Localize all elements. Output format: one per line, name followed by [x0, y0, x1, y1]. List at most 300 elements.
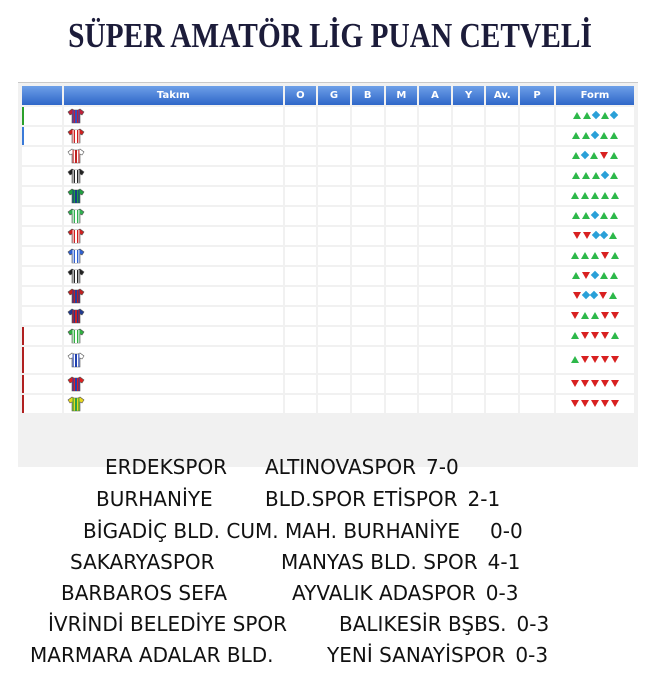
- result-line: [0, 612, 660, 640]
- form-win-icon: [582, 212, 590, 219]
- form-win-icon: [571, 332, 579, 339]
- lost-cell: [386, 375, 418, 393]
- form-loss-icon: [591, 400, 599, 407]
- goals-against-cell: [453, 187, 485, 205]
- form-win-icon: [590, 152, 598, 159]
- played-cell: [285, 307, 317, 325]
- played-cell: [285, 347, 317, 373]
- goals-for-cell: [419, 327, 451, 345]
- won-cell: [318, 307, 350, 325]
- table-row[interactable]: [22, 227, 634, 245]
- table-row[interactable]: [22, 347, 634, 373]
- lost-cell: [386, 287, 418, 305]
- form-loss-icon: [611, 312, 619, 319]
- goals-against-cell: [453, 287, 485, 305]
- table-row[interactable]: [22, 327, 634, 345]
- played-cell: [285, 327, 317, 345]
- lost-cell: [386, 127, 418, 145]
- form-draw-icon: [591, 271, 599, 279]
- played-cell: [285, 227, 317, 245]
- won-cell: [318, 147, 350, 165]
- form-win-icon: [592, 172, 600, 179]
- form-win-icon: [591, 192, 599, 199]
- form-loss-icon: [591, 380, 599, 387]
- form-win-icon: [601, 112, 609, 119]
- form-win-icon: [571, 192, 579, 199]
- away-team: BALIKESİR BŞBS.: [339, 612, 507, 636]
- goal-diff-cell: [486, 287, 518, 305]
- team-cell: [64, 307, 282, 325]
- rank-cell: [22, 167, 62, 185]
- lost-cell: [386, 347, 418, 373]
- drawn-cell: [352, 307, 384, 325]
- played-cell: [285, 127, 317, 145]
- team-kit-icon: [67, 148, 85, 164]
- goals-for-cell: [419, 187, 451, 205]
- rank-cell: [22, 307, 62, 325]
- away-team: AYVALIK ADASPOR: [292, 581, 476, 605]
- played-cell: [285, 187, 317, 205]
- form-cell: [556, 307, 634, 325]
- form-cell: [556, 127, 634, 145]
- team-kit-icon: [67, 352, 85, 368]
- form-win-icon: [611, 332, 619, 339]
- drawn-cell: [352, 267, 384, 285]
- form-cell: [556, 347, 634, 373]
- team-kit-icon: [67, 208, 85, 224]
- won-cell: [318, 247, 350, 265]
- played-cell: [285, 287, 317, 305]
- lost-cell: [386, 187, 418, 205]
- away-team-score: [281, 550, 520, 574]
- points-cell: [520, 227, 554, 245]
- played-cell: [285, 247, 317, 265]
- team-cell: [64, 207, 282, 225]
- points-cell: [520, 307, 554, 325]
- form-win-icon: [600, 272, 608, 279]
- table-row[interactable]: [22, 247, 634, 265]
- goals-for-cell: [419, 147, 451, 165]
- score: 4-1: [487, 550, 521, 574]
- standings-table: [20, 84, 636, 415]
- rank-cell: [22, 147, 62, 165]
- form-win-icon: [591, 312, 599, 319]
- form-draw-icon: [600, 231, 608, 239]
- lost-cell: [386, 227, 418, 245]
- form-draw-icon: [610, 111, 618, 119]
- won-cell: [318, 287, 350, 305]
- goal-diff-cell: [486, 167, 518, 185]
- points-cell: [520, 167, 554, 185]
- goals-for-cell: [419, 267, 451, 285]
- column-header[interactable]: Y: [453, 86, 485, 105]
- drawn-cell: [352, 227, 384, 245]
- points-cell: [520, 127, 554, 145]
- form-win-icon: [581, 312, 589, 319]
- goals-against-cell: [453, 147, 485, 165]
- drawn-cell: [352, 167, 384, 185]
- score: 2-1: [467, 487, 501, 511]
- form-cell: [556, 227, 634, 245]
- form-cell: [556, 287, 634, 305]
- form-loss-icon: [611, 400, 619, 407]
- form-cell: [556, 147, 634, 165]
- goals-against-cell: [453, 167, 485, 185]
- won-cell: [318, 347, 350, 373]
- form-win-icon: [610, 212, 618, 219]
- form-cell: [556, 167, 634, 185]
- won-cell: [318, 187, 350, 205]
- team-cell: [64, 247, 282, 265]
- form-cell: [556, 107, 634, 125]
- won-cell: [318, 327, 350, 345]
- form-draw-icon: [592, 111, 600, 119]
- result-line: [0, 643, 660, 671]
- form-draw-icon: [581, 151, 589, 159]
- score: 0-0: [490, 519, 523, 543]
- form-win-icon: [572, 272, 580, 279]
- team-cell: [64, 375, 282, 393]
- form-loss-icon: [581, 332, 589, 339]
- rank-cell: [22, 227, 62, 245]
- goals-for-cell: [419, 375, 451, 393]
- rank-cell: [22, 347, 62, 373]
- won-cell: [318, 395, 350, 413]
- home-team: İVRİNDİ BELEDİYE SPOR: [48, 612, 288, 636]
- form-draw-icon: [591, 131, 599, 139]
- column-header[interactable]: M: [386, 86, 418, 105]
- form-loss-icon: [581, 400, 589, 407]
- form-win-icon: [572, 152, 580, 159]
- form-loss-icon: [571, 380, 579, 387]
- won-cell: [318, 227, 350, 245]
- team-kit-icon: [67, 248, 85, 264]
- rank-cell: [22, 247, 62, 265]
- table-row[interactable]: [22, 375, 634, 393]
- points-cell: [520, 147, 554, 165]
- form-cell: [556, 267, 634, 285]
- column-header[interactable]: G: [318, 86, 350, 105]
- form-cell: [556, 187, 634, 205]
- lost-cell: [386, 395, 418, 413]
- drawn-cell: [352, 127, 384, 145]
- form-loss-icon: [571, 312, 579, 319]
- played-cell: [285, 167, 317, 185]
- points-cell: [520, 207, 554, 225]
- home-team: ERDEKSPOR: [105, 455, 228, 479]
- form-loss-icon: [601, 332, 609, 339]
- team-kit-icon: [67, 188, 85, 204]
- goals-against-cell: [453, 375, 485, 393]
- won-cell: [318, 207, 350, 225]
- goals-for-cell: [419, 227, 451, 245]
- rank-cell: [22, 327, 62, 345]
- team-cell: [64, 147, 282, 165]
- lost-cell: [386, 327, 418, 345]
- result-line: [0, 519, 660, 547]
- team-kit-icon: [67, 288, 85, 304]
- form-draw-icon: [590, 291, 598, 299]
- points-cell: [520, 327, 554, 345]
- rank-cell: [22, 187, 62, 205]
- column-header[interactable]: B: [352, 86, 384, 105]
- table-row[interactable]: [22, 267, 634, 285]
- team-cell: [64, 167, 282, 185]
- team-kit-icon: [67, 396, 85, 412]
- points-cell: [520, 287, 554, 305]
- column-header[interactable]: Takım: [64, 86, 282, 105]
- won-cell: [318, 107, 350, 125]
- table-row[interactable]: [22, 207, 634, 225]
- result-line: [0, 455, 660, 483]
- form-win-icon: [573, 112, 581, 119]
- form-loss-icon: [601, 400, 609, 407]
- form-loss-icon: [581, 380, 589, 387]
- table-row[interactable]: [22, 287, 634, 305]
- goal-diff-cell: [486, 227, 518, 245]
- goals-for-cell: [419, 127, 451, 145]
- goal-diff-cell: [486, 107, 518, 125]
- team-cell: [64, 127, 282, 145]
- team-kit-icon: [67, 228, 85, 244]
- form-win-icon: [610, 152, 618, 159]
- standings-header-row: [22, 86, 634, 105]
- home-team: BARBAROS SEFA: [61, 581, 228, 605]
- goals-against-cell: [453, 267, 485, 285]
- goals-for-cell: [419, 107, 451, 125]
- table-row[interactable]: [22, 107, 634, 125]
- home-team: SAKARYASPOR: [70, 550, 215, 574]
- form-win-icon: [572, 172, 580, 179]
- form-win-icon: [582, 132, 590, 139]
- away-team-score: [292, 581, 518, 605]
- played-cell: [285, 267, 317, 285]
- away-team: BLD.SPOR ETİSPOR: [265, 487, 458, 511]
- drawn-cell: [352, 375, 384, 393]
- team-kit-icon: [67, 328, 85, 344]
- played-cell: [285, 375, 317, 393]
- form-win-icon: [572, 212, 580, 219]
- goals-for-cell: [419, 247, 451, 265]
- goals-for-cell: [419, 287, 451, 305]
- form-draw-icon: [591, 211, 599, 219]
- goals-for-cell: [419, 307, 451, 325]
- form-loss-icon: [571, 400, 579, 407]
- team-cell: [64, 287, 282, 305]
- form-win-icon: [571, 356, 579, 363]
- team-kit-icon: [67, 128, 85, 144]
- drawn-cell: [352, 187, 384, 205]
- form-loss-icon: [611, 356, 619, 363]
- team-cell: [64, 227, 282, 245]
- goal-diff-cell: [486, 187, 518, 205]
- points-cell: [520, 247, 554, 265]
- drawn-cell: [352, 207, 384, 225]
- team-cell: [64, 267, 282, 285]
- lost-cell: [386, 307, 418, 325]
- goals-against-cell: [453, 347, 485, 373]
- form-loss-icon: [601, 380, 609, 387]
- score: 0-3: [516, 612, 550, 636]
- home-team: BİGADİÇ BLD. CUM. MAH. BURHANİYE: [83, 519, 461, 543]
- lost-cell: [386, 267, 418, 285]
- score: 0-3: [515, 643, 549, 667]
- drawn-cell: [352, 147, 384, 165]
- points-cell: [520, 347, 554, 373]
- form-loss-icon: [573, 292, 581, 299]
- rank-cell: [22, 395, 62, 413]
- form-win-icon: [600, 212, 608, 219]
- score: 0-3: [485, 581, 519, 605]
- played-cell: [285, 107, 317, 125]
- goal-diff-cell: [486, 127, 518, 145]
- result-line: [0, 581, 660, 609]
- goal-diff-cell: [486, 147, 518, 165]
- form-draw-icon: [601, 171, 609, 179]
- form-win-icon: [610, 132, 618, 139]
- points-cell: [520, 267, 554, 285]
- goals-against-cell: [453, 395, 485, 413]
- team-cell: [64, 395, 282, 413]
- table-row[interactable]: [22, 167, 634, 185]
- won-cell: [318, 167, 350, 185]
- form-win-icon: [582, 172, 590, 179]
- points-cell: [520, 107, 554, 125]
- form-win-icon: [609, 232, 617, 239]
- form-cell: [556, 327, 634, 345]
- table-row[interactable]: [22, 307, 634, 325]
- played-cell: [285, 147, 317, 165]
- drawn-cell: [352, 395, 384, 413]
- column-header[interactable]: P: [520, 86, 554, 105]
- away-team-score: [339, 612, 549, 636]
- goals-against-cell: [453, 307, 485, 325]
- away-team: YENİ SANAYİSPOR: [327, 643, 506, 667]
- form-win-icon: [610, 272, 618, 279]
- column-header[interactable]: Form: [556, 86, 634, 105]
- column-header[interactable]: A: [419, 86, 451, 105]
- away-team: MANYAS BLD. SPOR: [281, 550, 478, 574]
- goals-against-cell: [453, 207, 485, 225]
- form-loss-icon: [611, 380, 619, 387]
- team-kit-icon: [67, 108, 85, 124]
- column-header[interactable]: O: [285, 86, 317, 105]
- team-kit-icon: [67, 268, 85, 284]
- goals-against-cell: [453, 107, 485, 125]
- team-cell: [64, 107, 282, 125]
- rank-cell: [22, 267, 62, 285]
- form-win-icon: [591, 252, 599, 259]
- result-line: [0, 550, 660, 578]
- page-title: SÜPER AMATÖR LİG PUAN CETVELİ: [68, 16, 592, 55]
- rank-cell: [22, 107, 62, 125]
- team-kit-icon: [67, 168, 85, 184]
- form-win-icon: [601, 192, 609, 199]
- goal-diff-cell: [486, 247, 518, 265]
- goals-for-cell: [419, 347, 451, 373]
- drawn-cell: [352, 247, 384, 265]
- table-row[interactable]: [22, 395, 634, 413]
- goal-diff-cell: [486, 347, 518, 373]
- drawn-cell: [352, 287, 384, 305]
- form-win-icon: [581, 192, 589, 199]
- form-cell: [556, 207, 634, 225]
- played-cell: [285, 207, 317, 225]
- goals-against-cell: [453, 247, 485, 265]
- form-win-icon: [609, 292, 617, 299]
- away-team-score: [327, 643, 548, 667]
- drawn-cell: [352, 327, 384, 345]
- table-row[interactable]: [22, 147, 634, 165]
- points-cell: [520, 375, 554, 393]
- home-team: MARMARA ADALAR BLD.: [30, 643, 274, 667]
- form-cell: [556, 395, 634, 413]
- drawn-cell: [352, 347, 384, 373]
- lost-cell: [386, 107, 418, 125]
- goals-for-cell: [419, 395, 451, 413]
- drawn-cell: [352, 107, 384, 125]
- form-loss-icon: [582, 272, 590, 279]
- rank-cell: [22, 127, 62, 145]
- form-loss-icon: [583, 232, 591, 239]
- goals-against-cell: [453, 127, 485, 145]
- form-win-icon: [571, 252, 579, 259]
- away-team-score: [265, 455, 459, 479]
- goal-diff-cell: [486, 307, 518, 325]
- result-line: [0, 487, 660, 515]
- team-cell: [64, 327, 282, 345]
- rank-cell: [22, 207, 62, 225]
- away-team-score: [490, 519, 523, 543]
- form-loss-icon: [601, 356, 609, 363]
- won-cell: [318, 267, 350, 285]
- form-loss-icon: [591, 332, 599, 339]
- table-row[interactable]: [22, 187, 634, 205]
- team-kit-icon: [67, 308, 85, 324]
- points-cell: [520, 187, 554, 205]
- lost-cell: [386, 247, 418, 265]
- form-win-icon: [611, 252, 619, 259]
- form-loss-icon: [581, 356, 589, 363]
- form-loss-icon: [591, 356, 599, 363]
- rank-cell: [22, 287, 62, 305]
- column-header[interactable]: Av.: [486, 86, 518, 105]
- form-win-icon: [610, 172, 618, 179]
- form-win-icon: [581, 252, 589, 259]
- goals-for-cell: [419, 167, 451, 185]
- form-cell: [556, 375, 634, 393]
- lost-cell: [386, 207, 418, 225]
- goal-diff-cell: [486, 267, 518, 285]
- team-kit-icon: [67, 376, 85, 392]
- column-header[interactable]: [22, 86, 62, 105]
- lost-cell: [386, 147, 418, 165]
- away-team: ALTINOVASPOR: [265, 455, 417, 479]
- form-loss-icon: [601, 312, 609, 319]
- away-team-score: [265, 487, 500, 511]
- lost-cell: [386, 167, 418, 185]
- rank-cell: [22, 375, 62, 393]
- table-row[interactable]: [22, 127, 634, 145]
- goals-for-cell: [419, 207, 451, 225]
- won-cell: [318, 375, 350, 393]
- form-cell: [556, 247, 634, 265]
- form-loss-icon: [599, 292, 607, 299]
- score: 7-0: [426, 455, 459, 479]
- team-cell: [64, 347, 282, 373]
- form-win-icon: [572, 132, 580, 139]
- goal-diff-cell: [486, 327, 518, 345]
